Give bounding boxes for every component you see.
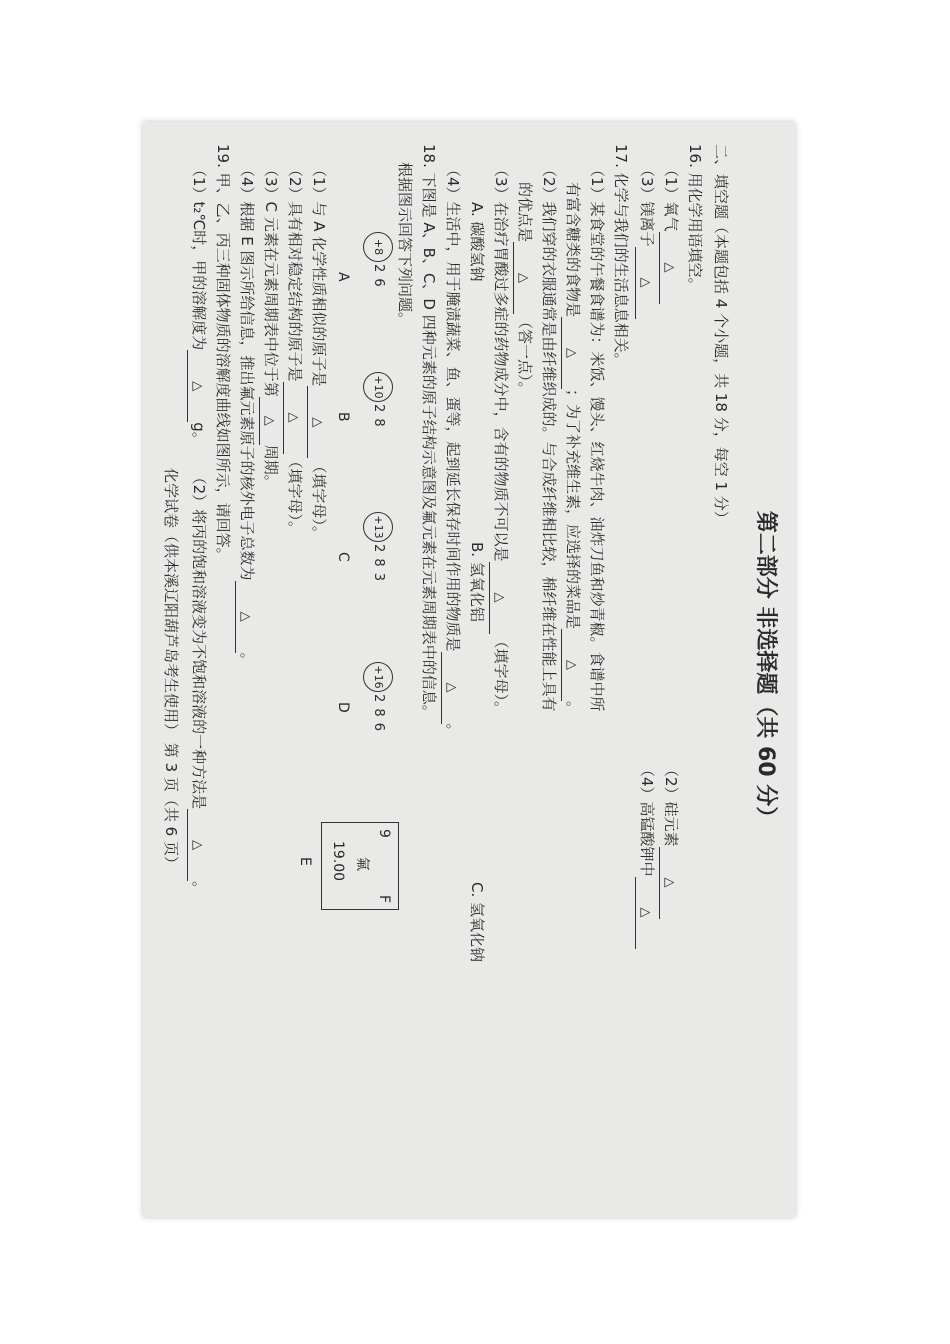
element-name: 氟 [354,857,370,871]
q17-p1-line2: 有富含糖类的食物是△；为了补充维生素，应选择的菜品是△。 [561,182,585,716]
electron-shells: 2 6 [371,264,386,288]
answer-blank[interactable]: △ [561,317,580,389]
q17-p4: （4）生活中，用于腌渍蔬菜、鱼、蛋等，起到延长保存时间作用的物质是△。 [441,162,465,739]
q18-intro2: 根据图示回答下列问题。 [396,162,414,328]
page-footer: 化学试卷（供本溪辽阳葫芦岛考生使用） 第 3 页（共 6 页） [162,468,180,871]
electron-shells: 2 8 [371,404,386,428]
q19-overlay [143,122,795,1217]
q18-s1: （1）与 A 化学性质相似的原子是△（填字母）。 [307,162,331,541]
answer-blank[interactable]: △ [235,581,254,653]
q19-intro: 19. 甲、乙、丙三种固体物质的溶解度曲线如图所示，请回答。 [214,144,232,563]
card-label-e: E [297,857,313,866]
answer-blank[interactable]: △ [659,847,678,919]
q18-s2: （2）具有相对稳定结构的原子是△（填字母）。 [283,162,307,536]
q17-option-c: C. 氢氧化钠 [468,882,486,963]
element-symbol: F [376,894,392,903]
q18-intro: 18. 下图是 A、B、C、D 四种元素的原子结构示意图及氟元素在元素周期表中的信息。 [420,144,438,720]
atomic-number: 9 [376,829,392,838]
q16-item2: （2）硅元素△ [659,762,683,919]
answer-blank[interactable]: △ [259,397,278,445]
q17-intro: 17. 化学与我们的生活息息相关。 [612,144,630,368]
electron-shells: 2 8 6 [371,694,386,733]
q16-item3: （3）镁离子△ [635,162,659,319]
q17-p1-line1: （1）某食堂的午餐食谱为：米饭、馒头、红烧牛肉、油炸刀鱼和炒青椒。食谱中所 [588,162,606,712]
q16-item1: （1）氧气△ [659,162,683,304]
answer-blank[interactable]: △ [307,386,326,458]
q19-rotated [143,122,795,1217]
q17-p2-line1: （2）我们穿的衣服通常是由纤维织成的。与合成纤维相比较，棉纤维在性能上具有 [540,162,558,712]
answer-blank[interactable]: △ [635,247,654,319]
q17-option-a: A. 碳酸氢钠 [468,202,486,282]
answer-blank[interactable]: △ [187,350,206,422]
nucleus: +8 [363,232,393,262]
q17-option-b: B. 氢氧化铝 [468,542,486,622]
answer-blank[interactable]: △ [187,809,206,881]
q18-s4: （4）根据 E 图示所给信息，推出氟元素原子的核外电子总数为△。 [235,162,259,668]
q19-s1: （1）t₂℃时，甲的溶解度为△g。 （2）将丙的饱和溶液变为不饱和溶液的一种方法是△。 [187,162,211,896]
nucleus: +13 [363,512,393,542]
q17-p3: （3）在治疗胃酸过多症的药物成分中，含有的物质不可以是△（填字母）。 [489,162,513,716]
atom-label-c: C [335,552,351,562]
q18-s3: （3）C 元素在元素周期表中位于第△周期。 [259,162,283,490]
answer-blank[interactable]: △ [561,629,580,701]
answer-blank[interactable]: △ [513,242,532,314]
answer-blank[interactable]: △ [659,232,678,304]
q17-p2-line2: 的优点是△（答一点）。 [513,182,537,397]
answer-blank[interactable]: △ [489,562,508,634]
atomic-mass: 19.00 [330,841,346,882]
nucleus: +10 [363,372,393,402]
answer-blank[interactable]: △ [441,652,460,724]
atom-label-b: B [335,412,351,422]
part-title: 第二部分 非选择题（共 60 分） [753,510,778,829]
answer-blank[interactable]: △ [283,382,302,454]
nucleus: +16 [363,662,393,692]
atom-label-a: A [335,272,351,282]
answer-blank[interactable]: △ [635,877,654,949]
atom-label-d: D [335,702,351,713]
electron-shells: 2 8 3 [371,544,386,583]
q16-intro: 16. 用化学用语填空。 [686,144,704,293]
q16-item4: （4）高锰酸钾中△ [635,762,659,949]
section-header: 二、填空题（本题包括 4 个小题，共 18 分，每空 1 分） [712,144,730,526]
